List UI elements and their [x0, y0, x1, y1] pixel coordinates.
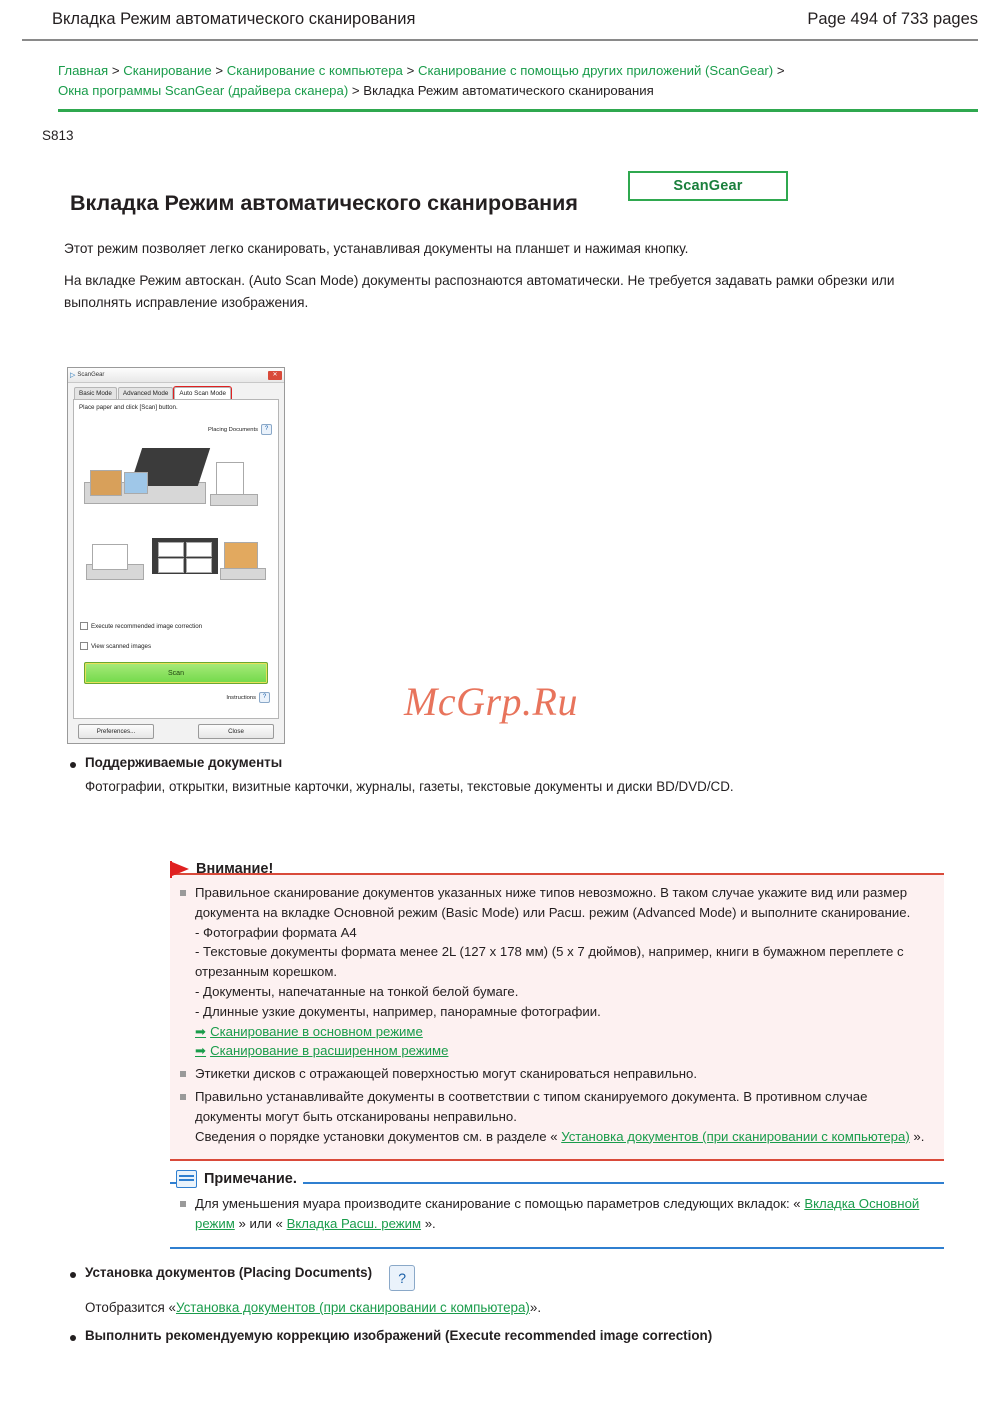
close-button[interactable]: Close — [198, 724, 274, 739]
note-box — [170, 1171, 944, 1249]
bullet-icon — [70, 1272, 76, 1278]
note-item-post: ». — [424, 1215, 436, 1231]
supported-documents-section — [0, 755, 1000, 798]
supported-documents-body: Фотографии, открытки, визитные карточки, журналы, газеты, текстовые документы и диски BD/DVD/CD. — [85, 779, 734, 794]
checkbox-icon[interactable] — [80, 642, 88, 650]
note-item-pre: Для уменьшения муара производите сканирование с помощью параметров следующих вкладок: « — [195, 1196, 801, 1211]
caution-item-text: Правильное сканирование документов указанных ниже типов невозможно. В таком случае укажите вид или размер документа на вкладке Основной режим (Basic Mode) или Расш. режим (Advanced Mode) и выполните сканирование. — [195, 885, 911, 920]
placing-documents-section — [0, 1265, 1000, 1319]
bullet-icon — [70, 1335, 76, 1341]
sample-photo-5 — [158, 558, 184, 573]
scangear-badge — [628, 171, 788, 201]
page-title: Вкладка Режим автоматического сканирования — [70, 190, 578, 215]
caution-item — [180, 1087, 934, 1146]
caution-item-text-wrapper — [195, 883, 934, 1061]
checkbox-label-execute-correction: Execute recommended image correction — [91, 622, 203, 630]
sample-photo-1 — [90, 470, 122, 496]
header-page-number: Page 494 of 733 pages — [807, 10, 978, 28]
note-list — [180, 1194, 934, 1234]
sample-document-1 — [216, 462, 244, 498]
arrow-icon: ➡ — [195, 1023, 207, 1039]
sample-photo-3 — [158, 542, 184, 557]
scanner-bed-bottom-right — [220, 568, 266, 580]
square-bullet-icon — [180, 1094, 186, 1100]
scan-button[interactable]: Scan — [84, 662, 268, 684]
caution-heading: Внимание! — [196, 861, 274, 877]
page-header — [0, 0, 1000, 35]
placing-documents-body-link[interactable]: Установка документов (при сканировании с компьютера) — [175, 1300, 530, 1315]
caution-item — [180, 1064, 934, 1084]
caution-item-text-wrapper — [195, 1087, 934, 1146]
intro-paragraph-2: На вкладке Режим автоскан. (Auto Scan Mode) документы распознаются автоматически. Не требуется задавать рамки обрезки или выполнять исправление изображения. — [64, 272, 895, 310]
bullet-icon — [70, 762, 76, 768]
header-title: Вкладка Режим автоматического сканирования — [52, 10, 416, 28]
caution-link-advanced-mode-label: Сканирование в расширенном режиме — [210, 1043, 449, 1059]
scangear-badge-label: ScanGear — [673, 178, 743, 194]
caution-sub-item-0: - Фотографии формата A4 — [195, 924, 357, 940]
help-icon[interactable]: ? — [259, 692, 270, 703]
checkbox-icon[interactable] — [80, 622, 88, 630]
breadcrumb-separator: > — [406, 63, 415, 78]
tab-basic-mode[interactable]: Basic Mode — [74, 387, 117, 399]
breadcrumb-separator: > — [776, 63, 785, 78]
figure-titlebar — [68, 368, 284, 383]
sample-photo-4 — [186, 542, 212, 557]
placing-documents-body — [85, 1298, 960, 1319]
caution-tail-pre: Сведения о порядке установки документов см. в разделе « — [195, 1128, 558, 1144]
caution-item-text: Правильно устанавливайте документы в соответствии с типом сканируемого документа. В противном случае документы могут быть отсканированы неправильно. — [195, 1088, 868, 1124]
breadcrumb-item-1[interactable]: Сканирование — [123, 63, 212, 78]
execute-correction-heading: Выполнить рекомендуемую коррекцию изображений (Execute recommended image correction) — [85, 1328, 713, 1343]
arrow-icon: ➡ — [195, 1043, 207, 1059]
placing-documents-heading: Установка документов (Placing Documents) — [85, 1265, 373, 1280]
breadcrumb — [58, 61, 798, 102]
warning-flag-icon — [172, 862, 189, 876]
supported-documents-heading: Поддерживаемые документы — [85, 755, 283, 770]
square-bullet-icon — [180, 1201, 186, 1207]
square-bullet-icon — [180, 1071, 186, 1077]
checkbox-label-view-scanned: View scanned images — [91, 642, 152, 650]
caution-tail-post: ». — [913, 1128, 925, 1144]
execute-correction-heading-row — [70, 1328, 960, 1343]
note-item-text-wrapper — [195, 1194, 934, 1234]
breadcrumb-item-0[interactable]: Главная — [58, 63, 109, 78]
sample-photo-6 — [186, 558, 212, 573]
help-icon[interactable]: ? — [389, 1265, 415, 1291]
caution-link-advanced-mode[interactable] — [195, 1041, 934, 1061]
caution-sub-item-2: - Документы, напечатанные на тонкой белой бумаге. — [195, 983, 519, 999]
caution-sub-item-3: - Длинные узкие документы, например, панорамные фотографии. — [195, 1003, 601, 1019]
caution-heading-row — [172, 861, 934, 877]
square-bullet-icon — [180, 890, 186, 896]
placing-documents-body-pre: Отобразится « — [85, 1300, 176, 1315]
scangear-app-icon: ▷ — [70, 372, 76, 379]
breadcrumb-item-2[interactable]: Сканирование с компьютера — [226, 63, 403, 78]
scanner-bed-top-right — [210, 494, 258, 506]
breadcrumb-current: Вкладка Режим автоматического сканирования — [363, 83, 654, 99]
placing-documents-label: Placing Documents — [208, 426, 258, 433]
execute-correction-section — [0, 1328, 1000, 1343]
figure-instructions-link[interactable] — [226, 692, 270, 703]
note-heading: Примечание. — [204, 1171, 297, 1187]
note-heading-row — [176, 1170, 303, 1188]
instructions-label: Instructions — [226, 694, 256, 701]
intro-paragraph-1: Этот режим позволяет легко сканировать, устанавливая документы на планшет и нажимая кнопку. — [64, 240, 689, 256]
breadcrumb-item-4[interactable]: Окна программы ScanGear (драйвера сканера) — [58, 83, 349, 99]
caution-sub-item-1: - Текстовые документы формата менее 2L (127 x 178 мм) (5 x 7 дюймов), например, книги в бумажном переплете с отрезанным корешком. — [195, 944, 904, 980]
supported-documents-heading-row — [70, 755, 960, 770]
sample-document-2 — [92, 544, 128, 570]
caution-item-text: Этикетки дисков с отражающей поверхностью могут сканироваться неправильно. — [195, 1066, 698, 1082]
scangear-window-figure — [67, 367, 285, 744]
caution-item — [180, 883, 934, 1061]
figure-illustration — [80, 438, 274, 618]
note-link-advanced-mode-tab[interactable]: Вкладка Расш. режим — [286, 1215, 422, 1231]
placing-documents-body-post: ». — [529, 1300, 542, 1315]
close-icon[interactable]: ✕ — [268, 371, 282, 380]
note-item — [180, 1194, 934, 1234]
caution-link-basic-mode[interactable] — [195, 1022, 934, 1042]
breadcrumb-item-3[interactable]: Сканирование с помощью других приложений (ScanGear) — [417, 63, 774, 78]
breadcrumb-separator: > — [351, 83, 360, 99]
tab-auto-scan-mode[interactable]: Auto Scan Mode — [174, 387, 231, 399]
watermark: McGrp.Ru — [404, 679, 578, 724]
note-item-mid: » или « — [238, 1215, 283, 1231]
header-divider — [22, 39, 978, 41]
breadcrumb-divider — [58, 109, 978, 112]
sample-photo-7 — [224, 542, 258, 570]
breadcrumb-separator: > — [111, 63, 120, 78]
figure-tab-panel — [73, 399, 279, 719]
document-code: S813 — [42, 127, 74, 143]
caution-link-basic-mode-label: Сканирование в основном режиме — [210, 1023, 423, 1039]
tab-advanced-mode[interactable]: Advanced Mode — [118, 387, 174, 399]
figure-checkbox-execute-correction[interactable] — [80, 622, 202, 630]
sample-photo-2 — [124, 472, 148, 494]
intro-text — [64, 238, 960, 314]
preferences-button[interactable]: Preferences... — [78, 724, 154, 739]
figure-window-title: ScanGear — [77, 372, 105, 378]
caution-box — [170, 861, 944, 1161]
note-link-basic-mode-tab[interactable]: Вкладка Основной режим — [195, 1196, 920, 1231]
breadcrumb-separator: > — [215, 63, 224, 78]
help-icon[interactable]: ? — [261, 424, 272, 435]
caution-list — [180, 883, 934, 1146]
placing-documents-heading-row — [70, 1265, 960, 1291]
note-book-icon — [176, 1170, 197, 1188]
figure-instruction-text: Place paper and click [Scan] button. — [79, 404, 178, 411]
figure-tab-bar — [68, 383, 284, 399]
figure-placing-documents-link[interactable] — [208, 424, 272, 435]
figure-footer — [68, 724, 284, 739]
figure-checkbox-view-scanned[interactable] — [80, 642, 151, 650]
caution-tail-link[interactable]: Установка документов (при сканировании с компьютера) — [561, 1128, 910, 1144]
